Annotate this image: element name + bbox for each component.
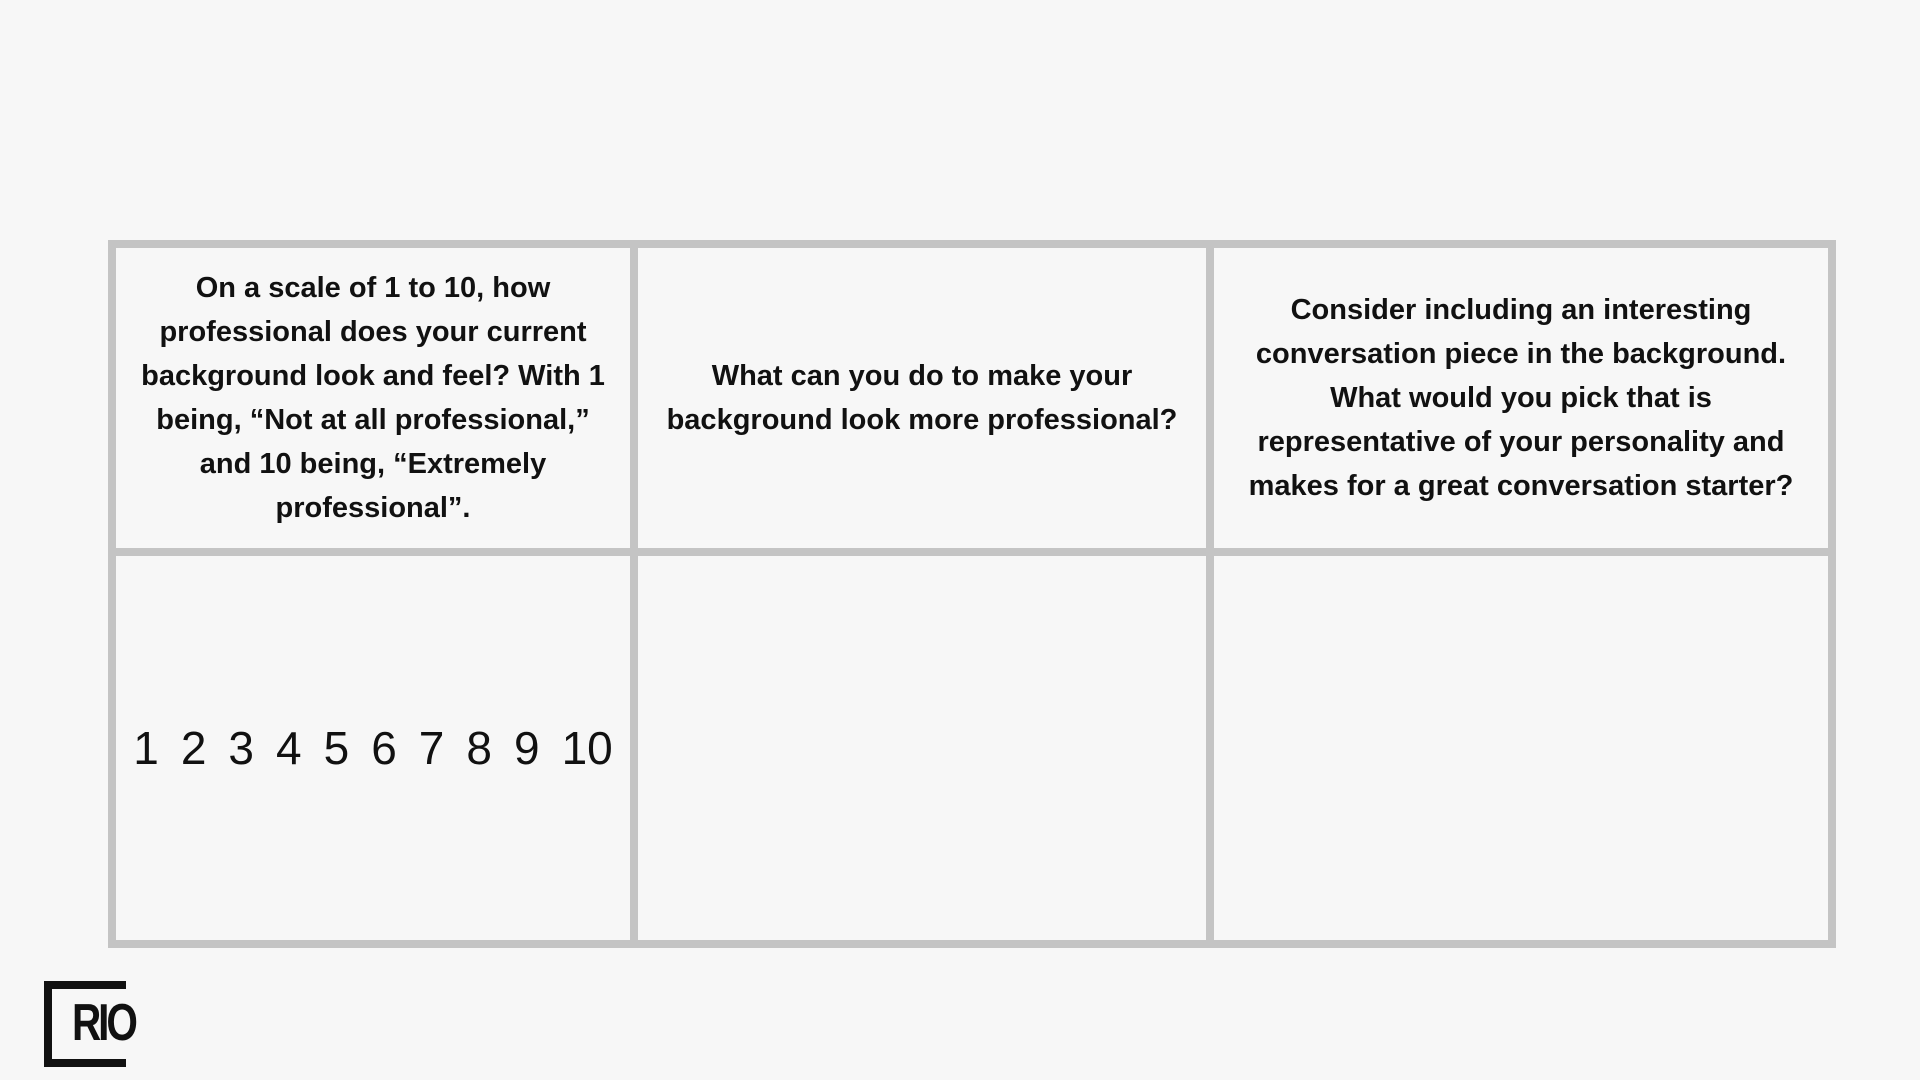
logo-text: RIO xyxy=(72,994,135,1052)
answer-cell-conversation-piece[interactable] xyxy=(1214,556,1828,940)
scale-number-2[interactable]: 2 xyxy=(180,722,207,774)
answer-cell-rating[interactable] xyxy=(116,556,638,940)
header-cell-conversation-piece xyxy=(1214,248,1828,556)
scale-number-5[interactable]: 5 xyxy=(323,722,350,774)
scale-number-8[interactable]: 8 xyxy=(466,722,492,774)
scale-number-7[interactable]: 7 xyxy=(418,722,445,774)
scale-number-3[interactable]: 3 xyxy=(228,722,255,774)
rio-logo xyxy=(44,981,135,1059)
question-improve: What can you do to make your background look more professional? xyxy=(666,360,1178,436)
scale-number-4[interactable]: 4 xyxy=(276,722,302,774)
scale-number-10[interactable]: 10 xyxy=(561,722,613,774)
question-conversation-piece: Consider including an interesting conversation piece in the background. What would you pick that is representative of your personality and makes for a great conversation starter? xyxy=(1248,294,1794,502)
scale-number-1[interactable]: 1 xyxy=(133,722,159,774)
header-cell-rating xyxy=(116,248,638,556)
rating-scale xyxy=(133,721,613,775)
header-cell-improve xyxy=(638,248,1214,556)
scale-number-9[interactable]: 9 xyxy=(513,722,540,774)
scale-number-6[interactable]: 6 xyxy=(371,722,397,774)
question-rating: On a scale of 1 to 10, how professional does your current background look and feel? With 1 being, “Not at all professional,” and 10 being, “Extremely professional”. xyxy=(141,272,605,524)
answer-cell-improve[interactable] xyxy=(638,556,1214,940)
worksheet-table xyxy=(108,240,1836,948)
